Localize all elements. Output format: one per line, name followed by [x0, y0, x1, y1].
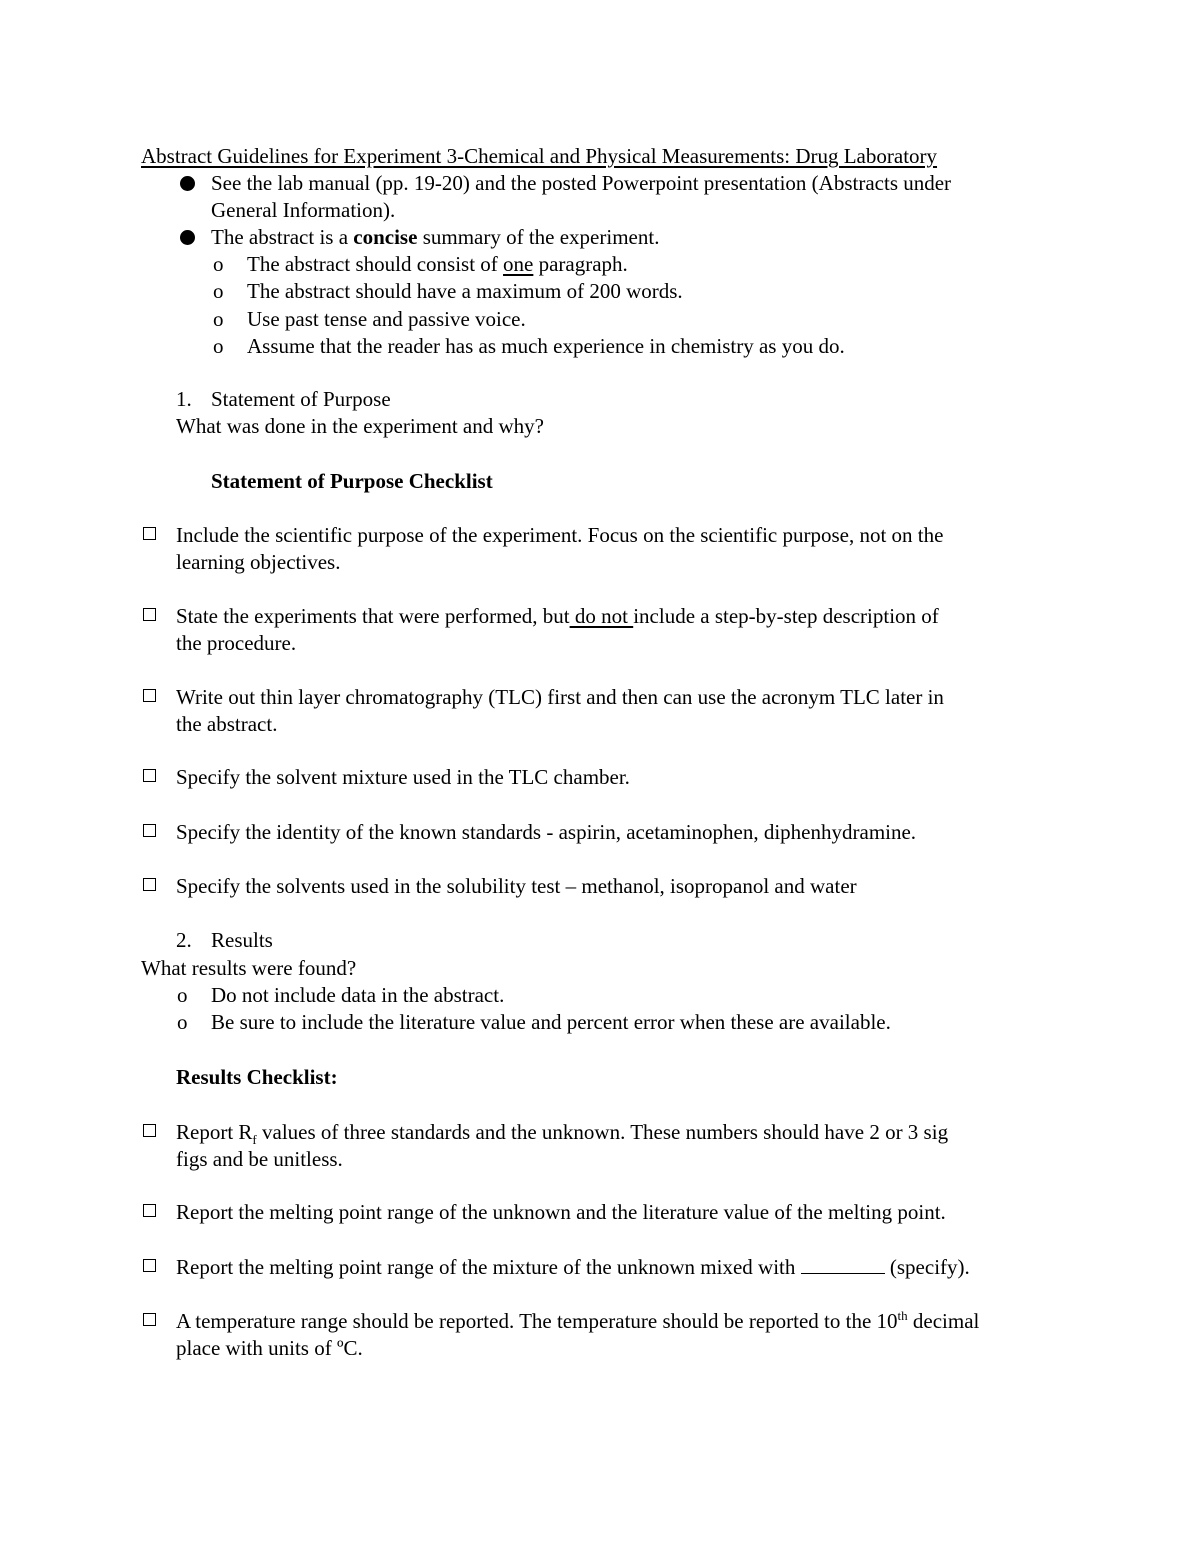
do-not-emphasis: do not — [569, 604, 634, 628]
sub-bullet-marker: o — [177, 983, 188, 1007]
results-checklist-title: Results Checklist: — [176, 1065, 338, 1089]
checkbox-icon[interactable] — [143, 769, 156, 782]
checkbox-icon[interactable] — [143, 824, 156, 837]
purpose-item-1-line-2: learning objectives. — [176, 550, 341, 574]
document-title: Abstract Guidelines for Experiment 3-Chemical and Physical Measurements: Drug Laboratory — [141, 144, 938, 168]
results-item-1-line-1: Report $R_f$ values of three standards and the unknown. These numbers should have 2 or 3 sig — [176, 1120, 949, 1148]
section-1-heading: Statement of Purpose — [211, 387, 391, 411]
intro-sub-bullet-2: The abstract should have a maximum of 200 words. — [247, 279, 683, 303]
section-1-question: What was done in the experiment and why? — [176, 414, 544, 438]
purpose-checklist-title: Statement of Purpose Checklist — [211, 469, 493, 493]
sub-bullet-marker: o — [213, 334, 224, 358]
results-item-3: Report the melting point range of the mixture of the unknown mixed with (specify). — [176, 1255, 970, 1279]
concise-emphasis: concise — [353, 225, 418, 249]
intro-sub-bullet-3: Use past tense and passive voice. — [247, 307, 526, 331]
results-item-4-line-1: A temperature range should be reported. The temperature should be reported to the 10th decimal — [176, 1308, 980, 1333]
checkbox-icon[interactable] — [143, 527, 156, 540]
purpose-item-2-line-1: State the experiments that were performed, but do not include a step-by-step description of — [176, 604, 939, 628]
checkbox-icon[interactable] — [143, 1259, 156, 1272]
results-item-1-line-2: figs and be unitless. — [176, 1147, 343, 1171]
fill-in-blank — [801, 1255, 885, 1274]
checkbox-icon[interactable] — [143, 608, 156, 621]
intro-sub-bullet-1: The abstract should consist of one paragraph. — [247, 252, 628, 276]
section-2-heading: Results — [211, 928, 273, 952]
one-emphasis: one — [503, 252, 534, 276]
th-superscript: th — [897, 1308, 908, 1323]
intro-bullet-1-line-1: See the lab manual (pp. 19-20) and the posted Powerpoint presentation (Abstracts under — [211, 171, 952, 195]
purpose-item-2-line-2: the procedure. — [176, 631, 297, 655]
checkbox-icon[interactable] — [143, 1124, 156, 1137]
intro-sub-bullet-4: Assume that the reader has as much experience in chemistry as you do. — [247, 334, 845, 358]
bullet-dot-icon — [180, 230, 195, 245]
section-2-number: 2. — [176, 928, 192, 952]
purpose-item-5: Specify the identity of the known standards - aspirin, acetaminophen, diphenhydramine. — [176, 820, 917, 844]
purpose-item-3-line-2: the abstract. — [176, 712, 278, 736]
purpose-item-1-line-1: Include the scientific purpose of the experiment. Focus on the scientific purpose, not on the — [176, 523, 944, 547]
sub-bullet-marker: o — [213, 279, 224, 303]
rf-subscript: f — [252, 1132, 257, 1148]
sub-bullet-marker: o — [177, 1010, 188, 1034]
sub-bullet-marker: o — [213, 307, 224, 331]
results-sub-bullet-2: Be sure to include the literature value and percent error when these are available. — [211, 1010, 891, 1034]
section-1-number: 1. — [176, 387, 192, 411]
results-item-2: Report the melting point range of the unknown and the literature value of the melting point. — [176, 1200, 946, 1224]
checkbox-icon[interactable] — [143, 1313, 156, 1326]
results-item-4-line-2: place with units of ºC. — [176, 1336, 363, 1360]
checkbox-icon[interactable] — [143, 689, 156, 702]
checkbox-icon[interactable] — [143, 878, 156, 891]
intro-bullet-2: The abstract is a concise summary of the experiment. — [211, 225, 660, 249]
checkbox-icon[interactable] — [143, 1204, 156, 1217]
purpose-item-3-line-1: Write out thin layer chromatography (TLC) first and then can use the acronym TLC later in — [176, 685, 944, 709]
purpose-item-6: Specify the solvents used in the solubility test – methanol, isopropanol and water — [176, 874, 857, 898]
results-sub-bullet-1: Do not include data in the abstract. — [211, 983, 505, 1007]
sub-bullet-marker: o — [213, 252, 224, 276]
purpose-item-4: Specify the solvent mixture used in the TLC chamber. — [176, 765, 630, 789]
section-2-question: What results were found? — [141, 956, 357, 980]
bullet-dot-icon — [180, 176, 195, 191]
intro-bullet-1-line-2: General Information). — [211, 198, 396, 222]
